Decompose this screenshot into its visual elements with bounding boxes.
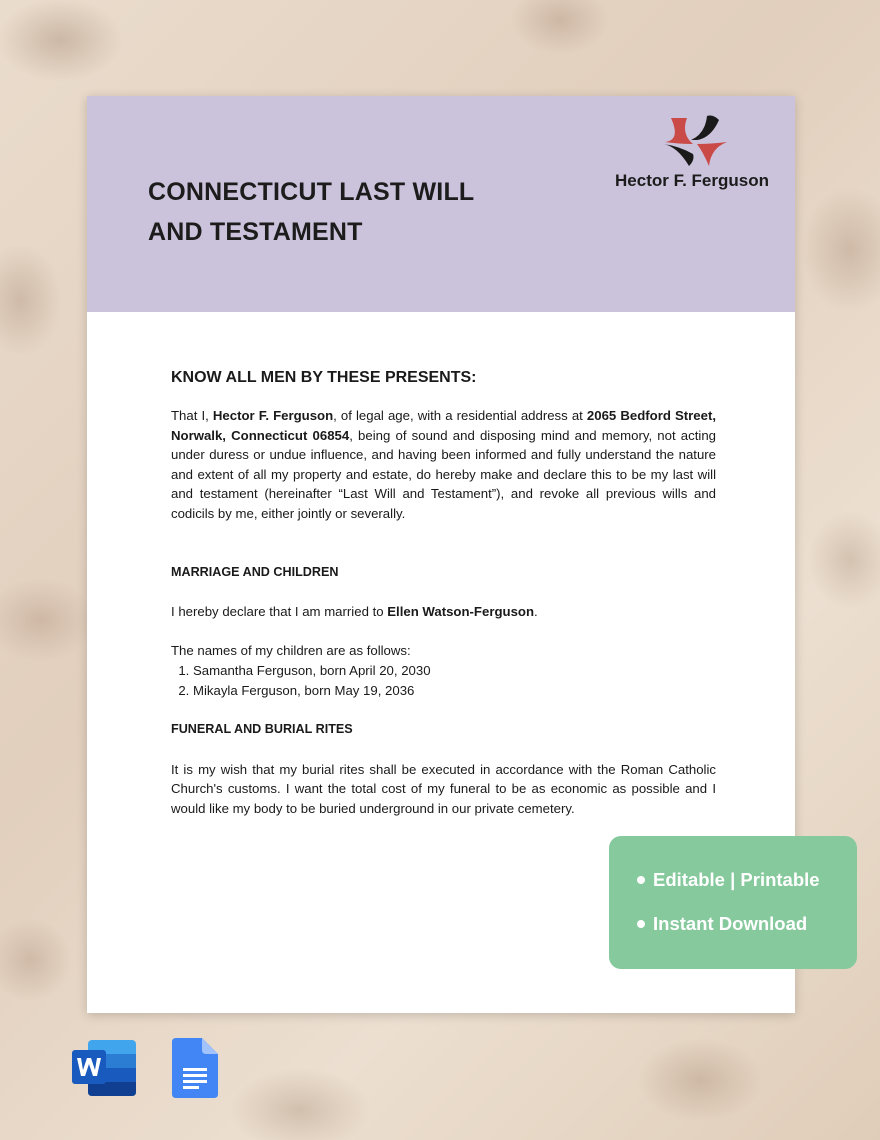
marriage-heading: MARRIAGE AND CHILDREN — [171, 564, 339, 579]
title-line-1: CONNECTICUT LAST WILL — [148, 178, 475, 206]
intro-text-2: , of legal age, with a residential address at — [333, 408, 587, 423]
features-badge — [609, 836, 857, 969]
badge-text-1: Editable | Printable — [653, 869, 820, 890]
bullet-icon — [637, 876, 645, 884]
badge-line-download — [637, 913, 807, 935]
marriage-text-2: . — [534, 604, 538, 620]
document-body — [171, 368, 716, 819]
header-band — [87, 96, 795, 312]
google-docs-icon[interactable] — [172, 1038, 218, 1098]
intro-text-1: That I, — [171, 408, 213, 423]
author-name: Hector F. Ferguson — [615, 171, 769, 190]
children-intro: The names of my children are as follows: — [171, 643, 411, 659]
marriage-declaration — [171, 602, 716, 622]
badge-text-2: Instant Download — [653, 913, 808, 934]
spouse-name: Ellen Watson-Ferguson — [387, 604, 535, 620]
testator-name: Hector F. Ferguson — [212, 408, 334, 423]
document-title — [148, 172, 488, 252]
children-list — [171, 661, 716, 700]
list-item: 1. Samantha Ferguson, born April 20, 2030 — [193, 661, 716, 681]
title-line-2: AND TESTAMENT — [148, 218, 363, 246]
intro-text-3: , being of sound and disposing mind and memory, not acting under duress or undue influence, and having been informed and fully understand the nature and extent of all my property and estate, do hereby make and declare this to be my last will and testament (hereinafter “Last Will and Testament”), and revoke all previous wills and codicils by me, either jointly or severally. — [171, 427, 716, 521]
brand-logo-icon — [659, 114, 731, 170]
intro-heading: KNOW ALL MEN BY THESE PRESENTS: — [171, 369, 477, 386]
list-item: 2. Mikayla Ferguson, born May 19, 2036 — [193, 681, 716, 701]
testator-address: 2065 Bedford Street, Norwalk, Connecticut 06854 — [171, 408, 717, 443]
marriage-text-1: I hereby declare that I am married to — [171, 604, 388, 620]
funeral-heading: FUNERAL AND BURIAL RITES — [171, 722, 353, 737]
microsoft-word-icon[interactable] — [70, 1038, 138, 1098]
funeral-paragraph: It is my wish that my burial rites shall be executed in accordance with the Roman Catholic Church's customs. I want the total cost of my funeral to be as economic as possible and I would like my body to be buried underground in our private cemetery. — [171, 761, 716, 816]
bullet-icon — [637, 920, 645, 928]
intro-paragraph — [171, 406, 716, 524]
badge-line-editable — [637, 869, 820, 891]
